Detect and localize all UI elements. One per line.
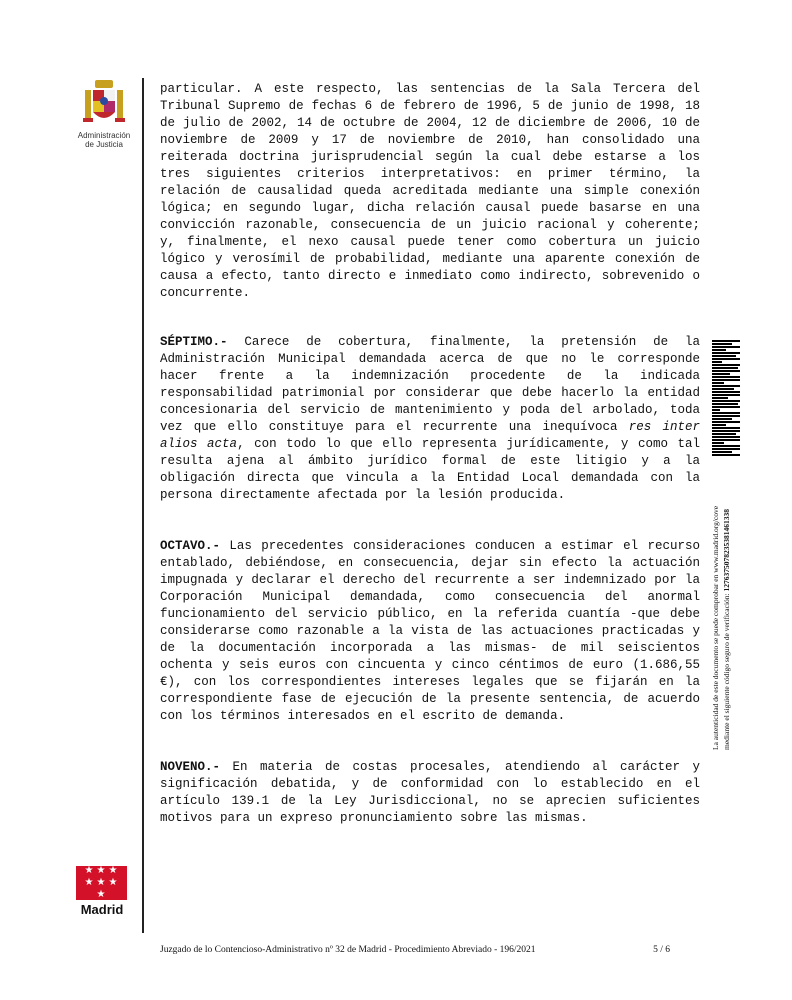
verification-text xyxy=(710,470,744,750)
document-body xyxy=(160,81,700,861)
page-footer xyxy=(160,945,670,955)
heading-noveno: NOVENO.- xyxy=(160,760,221,774)
verification-line1: La autenticidad de este documento se puede comprobar en www.madrid.org/cove xyxy=(711,505,720,750)
verification-code: 1276375078235381461338 xyxy=(722,509,731,592)
vertical-rule xyxy=(142,78,144,933)
paragraph-septimo xyxy=(160,334,700,504)
barcode-icon xyxy=(712,340,740,460)
justice-logo xyxy=(68,78,140,149)
footer-court: Juzgado de lo Contencioso-Administrativo nº 32 de Madrid - Procedimiento Abreviado - 196/2021 xyxy=(160,945,536,955)
verification-strip xyxy=(708,340,744,750)
star-icon: ★ xyxy=(108,877,119,888)
footer-page-number: 5 / 6 xyxy=(653,945,670,955)
star-icon: ★ xyxy=(84,877,95,888)
paragraph-continuation: particular. A este respecto, las sentencias de la Sala Tercera del Tribunal Supremo de fechas 6 de febrero de 1996, 5 de junio de 1998, 18 de julio de 2002, 14 de octubre de 2004, 12 de diciembre de 2006, 10 de noviembre de 2009 y 17 de noviembre de 2010, han consolidado una reiterada doctrina jurisprudencial según la cual debe estarse a los tres siguientes criterios interpretativos: en primer término, la relación de causalidad queda acreditada mediante una simple conexión lógica; en segundo lugar, dicha relación causal puede basarse en una convicción razonable, consecuencia de un juicio racional y coherente; y, finalmente, el nexo causal puede tener como cobertura un juicio lógico y verosímil de probabilidad, mediante una aparente conexión de causa a efecto, tanto directo e inmediato como indirecto, sobrevenido o concurrente. xyxy=(160,82,700,300)
noveno-text: En materia de costas procesales, atendiendo al carácter y significación debatida, y de conformidad con lo establecido en el artículo 139.1 de la Ley Jurisdiccional, no se aprecien suficientes motivos para un expreso pronunciamiento sobre las mismas. xyxy=(160,760,700,825)
verification-line2: mediante el siguiente código seguro de verificación: xyxy=(722,591,731,750)
star-icon: ★ xyxy=(96,889,107,900)
star-icon: ★ xyxy=(108,865,119,876)
paragraph-noveno xyxy=(160,759,700,827)
madrid-logo xyxy=(76,866,128,917)
septimo-text-a: Carece de cobertura, finalmente, la pretensión de la Administración Municipal demandada acerca de que no le corresponde hacer frente a la indemnización procedente de la indicada responsabilidad patrimonial por considerar que debe hacerlo la entidad concesionaria del servicio de mantenimiento y poda del arbolado, toda vez que ello constituye para el recurrente una inequívoca xyxy=(160,335,700,434)
star-icon: ★ xyxy=(84,865,95,876)
logo-caption-line2: de Justicia xyxy=(85,140,123,149)
octavo-text: Las precedentes consideraciones conducen a estimar el recurso entablado, debiéndose, en consecuencia, dejar sin efecto la actuación impugnada y declarar el derecho del recurrente a ser indemnizado por la Corporación Municipal demandada, como consecuencia del anormal funcionamiento del servicio público, en la referida cuantía -que debe considerarse como razonable a la vista de las actuaciones practicadas y de la documentación incorporada a las mismas- de mil seiscientos ochenta y seis euros con cincuenta y cinco céntimos de euro (1.686,55 €), con los correspondientes intereses legales que se fijarán en la correspondiente fase de ejecución de la presente sentencia, de acuerdo con los términos interesados en el escrito de demanda. xyxy=(160,539,700,723)
madrid-flag-icon xyxy=(76,866,127,900)
septimo-text-b: , con todo lo que ello representa jurídicamente, y como tal resulta ajena al ámbito jurídico formal de este litigio y a la obligación directa que vincula a la Entidad Local demandada con la persona directamente afectada por la lesión producida. xyxy=(160,437,701,502)
star-icon: ★ xyxy=(96,865,107,876)
logo-caption-line1: Administración xyxy=(77,131,131,140)
heading-septimo: SÉPTIMO.- xyxy=(160,335,228,349)
paragraph-octavo xyxy=(160,538,700,725)
star-icon: ★ xyxy=(96,877,107,888)
madrid-logo-name: Madrid xyxy=(80,902,124,917)
heading-octavo: OCTAVO.- xyxy=(160,539,221,553)
septimo-italic: res inter alios acta xyxy=(160,420,701,451)
coat-of-arms-icon xyxy=(81,78,127,128)
